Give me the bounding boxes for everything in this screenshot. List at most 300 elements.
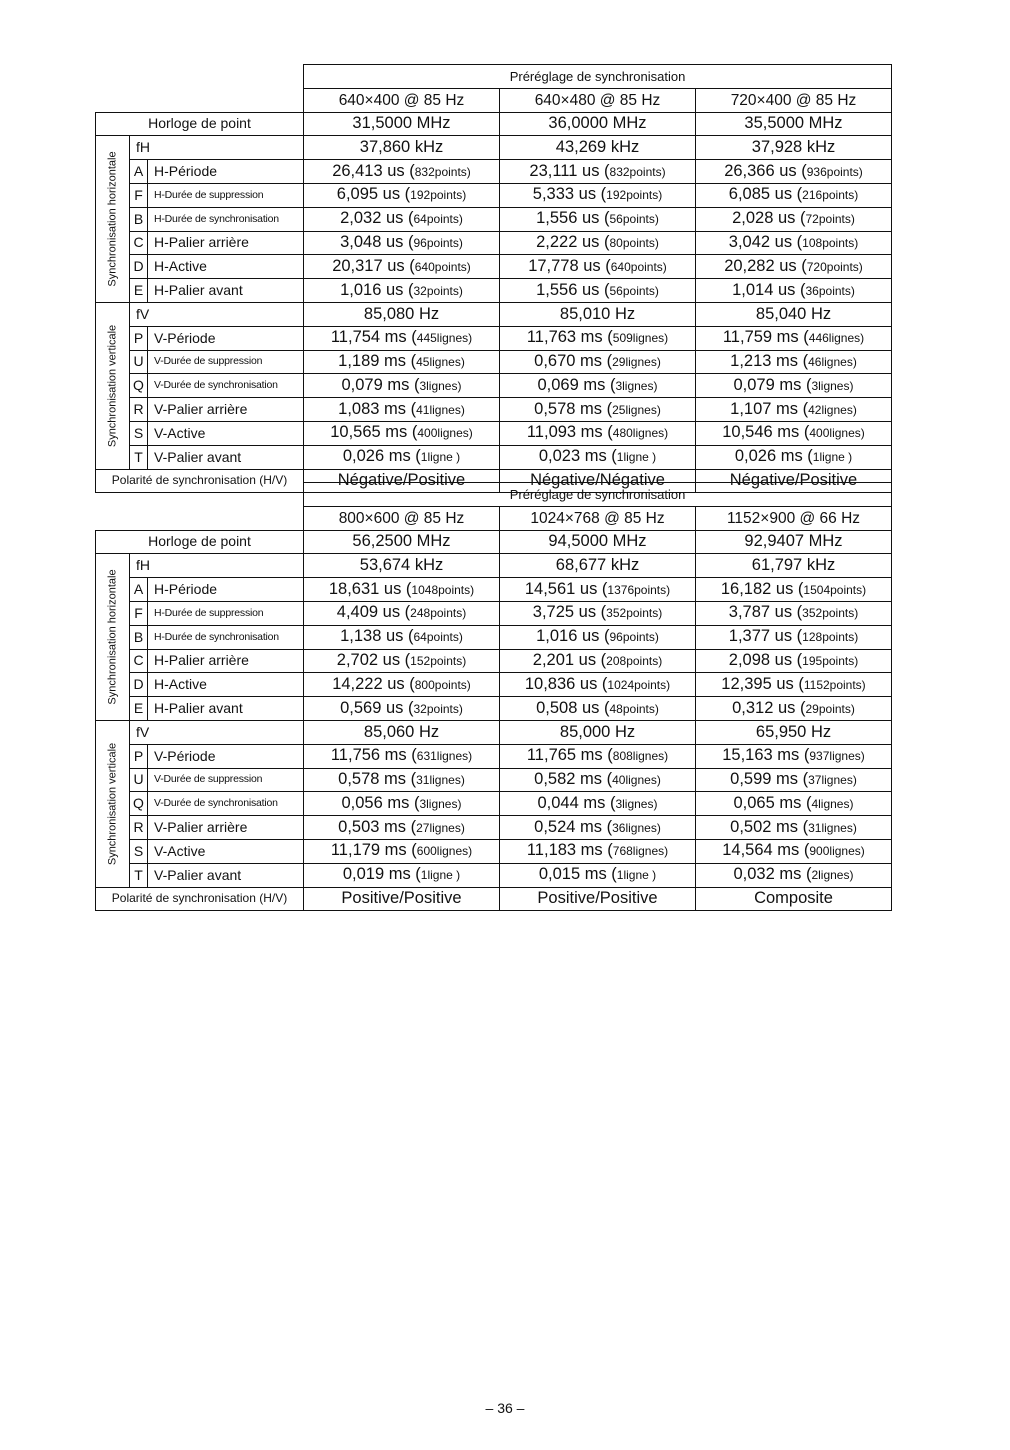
timing-count: 832points): [414, 164, 471, 179]
timing-duration: 11,756 ms (: [330, 746, 417, 765]
timing-value: [500, 839, 696, 863]
timing-duration: 15,163 ms (: [722, 746, 810, 765]
timing-count: 41lignes): [416, 402, 465, 417]
timing-value: [304, 160, 500, 184]
v-sync-group-row: [96, 816, 892, 840]
timing-value: [304, 398, 500, 422]
row-label: V-Active: [148, 839, 304, 863]
timing-value: [500, 231, 696, 255]
timing-count: 832points): [609, 164, 666, 179]
timing-count: 4lignes): [811, 796, 854, 811]
timing-duration: 16,182 us (: [720, 579, 804, 598]
timing-value: [696, 792, 892, 816]
freq-value: 85,010 Hz: [500, 302, 696, 326]
polarity-value: Positive/Positive: [500, 887, 696, 911]
timing-count: 480lignes): [612, 426, 669, 441]
h-sync-group-row: [96, 673, 892, 697]
timing-value: [696, 863, 892, 887]
row-label: H-Palier arrière: [148, 649, 304, 673]
timing-duration: 1,014 us (: [732, 280, 806, 299]
timing-count: 631lignes): [416, 749, 473, 764]
timing-value: [304, 183, 500, 207]
timing-count: 42lignes): [808, 402, 857, 417]
row-code: B: [130, 625, 148, 649]
timing-value: [500, 792, 696, 816]
timing-value: [500, 350, 696, 374]
freq-value: 43,269 kHz: [500, 136, 696, 160]
freq-value: 85,060 Hz: [304, 720, 500, 744]
timing-count: 46lignes): [808, 354, 857, 369]
timing-duration: 0,026 ms (: [734, 447, 813, 466]
timing-value: [304, 207, 500, 231]
timing-value: [304, 673, 500, 697]
timing-value: [696, 839, 892, 863]
timing-duration: 1,083 ms (: [338, 399, 417, 418]
timing-value: [304, 816, 500, 840]
timing-value: [500, 160, 696, 184]
timing-count: 1024points): [607, 677, 671, 692]
row-label: V-Durée de suppression: [148, 768, 304, 792]
timing-count: 208points): [606, 653, 663, 668]
dot-clock-row: [96, 530, 892, 554]
blank-cell: [96, 88, 304, 112]
freq-value: 85,080 Hz: [304, 302, 500, 326]
timing-duration: 11,183 ms (: [526, 841, 613, 860]
polarity-value: Positive/Positive: [304, 887, 500, 911]
timing-count: 800points): [414, 677, 471, 692]
row-code: S: [130, 839, 148, 863]
mode-heading: 640×480 @ 85 Hz: [500, 88, 696, 112]
timing-duration: 0,056 ms (: [341, 793, 420, 812]
dot-clock-label: Horloge de point: [96, 530, 304, 554]
timing-duration: 1,377 us (: [728, 627, 803, 646]
timing-value: [696, 445, 892, 469]
timing-count: 1376points): [607, 582, 671, 597]
timing-duration: 2,098 us (: [728, 650, 803, 669]
row-code: A: [130, 578, 148, 602]
blank-cell: [96, 506, 304, 530]
h-sync-group-row: [96, 231, 892, 255]
timing-value: [696, 183, 892, 207]
timing-value: [304, 326, 500, 350]
timing-duration: 2,222 us (: [536, 232, 610, 251]
timing-duration: 26,413 us (: [332, 161, 415, 180]
timing-count: 96points): [413, 235, 463, 250]
v-sync-group-freq-row: [96, 302, 892, 326]
timing-count: 1ligne ): [616, 450, 657, 465]
timing-duration: 3,042 us (: [728, 232, 803, 251]
timing-duration: 11,765 ms (: [526, 746, 613, 765]
v-sync-group-label: [96, 720, 130, 887]
h-sync-group-row: [96, 160, 892, 184]
blank-cell: [96, 65, 304, 89]
dot-clock-value: 35,5000 MHz: [696, 112, 892, 136]
h-sync-group-row: [96, 183, 892, 207]
timing-value: [696, 326, 892, 350]
timing-duration: 2,201 us (: [532, 650, 607, 669]
freq-value: 53,674 kHz: [304, 554, 500, 578]
timing-duration: 0,069 ms (: [537, 375, 616, 394]
timing-duration: 5,333 us (: [532, 185, 607, 204]
timing-count: 195points): [802, 653, 859, 668]
timing-count: 937lignes): [809, 749, 865, 764]
dot-clock-row: [96, 112, 892, 136]
timing-count: 56points): [609, 212, 659, 227]
row-code: S: [130, 421, 148, 445]
v-sync-group-row: [96, 839, 892, 863]
timing-duration: 14,561 us (: [524, 579, 608, 598]
timing-value: [696, 768, 892, 792]
timing-duration: 11,179 ms (: [330, 841, 417, 860]
timing-duration: 10,546 ms (: [722, 423, 810, 442]
timing-duration: 0,524 ms (: [534, 817, 613, 836]
row-code: B: [130, 207, 148, 231]
timing-duration: 10,565 ms (: [330, 423, 418, 442]
row-code: C: [130, 231, 148, 255]
timing-duration: 2,028 us (: [732, 209, 806, 228]
timing-value: [696, 601, 892, 625]
timing-count: 96points): [609, 630, 659, 645]
row-code: U: [130, 350, 148, 374]
timing-count: 37lignes): [808, 772, 857, 787]
timing-value: [696, 697, 892, 721]
timing-duration: 0,044 ms (: [537, 793, 616, 812]
timing-value: [500, 816, 696, 840]
timing-count: 400lignes): [417, 426, 473, 441]
timing-count: 192points): [410, 188, 467, 203]
timing-value: [304, 445, 500, 469]
polarity-label: Polarité de synchronisation (H/V): [96, 887, 304, 911]
h-sync-group-row: [96, 578, 892, 602]
timing-duration: 3,787 us (: [728, 603, 803, 622]
timing-duration: 1,556 us (: [536, 209, 610, 228]
v-sync-group-label-text: Synchronisation verticale: [106, 324, 118, 447]
timing-duration: 0,508 us (: [536, 698, 610, 717]
timing-duration: 0,015 ms (: [538, 865, 617, 884]
timing-duration: 6,085 us (: [728, 185, 803, 204]
timing-value: [696, 816, 892, 840]
polarity-label: Polarité de synchronisation (H/V): [96, 469, 304, 493]
h-sync-group-row: [96, 697, 892, 721]
timing-value: [696, 279, 892, 303]
timing-duration: 14,564 ms (: [722, 841, 810, 860]
timing-duration: 1,016 us (: [340, 280, 414, 299]
row-label: H-Palier arrière: [148, 231, 304, 255]
timing-count: 1504points): [803, 582, 867, 597]
timing-count: 27lignes): [416, 820, 465, 835]
h-sync-group-row: [96, 625, 892, 649]
row-code: R: [130, 816, 148, 840]
freq-value: 65,950 Hz: [696, 720, 892, 744]
timing-duration: 1,107 ms (: [730, 399, 809, 418]
timing-count: 36points): [805, 283, 855, 298]
timing-count: 1ligne ): [812, 450, 853, 465]
timing-value: [304, 350, 500, 374]
timing-duration: 12,395 us (: [721, 674, 804, 693]
h-sync-group-row: [96, 207, 892, 231]
v-sync-group-row: [96, 398, 892, 422]
timing-count: 768lignes): [612, 844, 669, 859]
row-label: H-Palier avant: [148, 279, 304, 303]
timing-value: [304, 625, 500, 649]
row-label: V-Durée de synchronisation: [148, 792, 304, 816]
row-code: F: [130, 183, 148, 207]
timing-value: [304, 649, 500, 673]
timing-value: [500, 421, 696, 445]
v-sync-group-label: [96, 302, 130, 469]
freq-value: 61,797 kHz: [696, 554, 892, 578]
timing-duration: 11,093 ms (: [526, 423, 613, 442]
timing-count: 29points): [805, 701, 855, 716]
row-label: H-Durée de synchronisation: [148, 207, 304, 231]
freq-value: 37,860 kHz: [304, 136, 500, 160]
timing-duration: 2,702 us (: [336, 650, 411, 669]
timing-value: [696, 673, 892, 697]
timing-count: 3lignes): [419, 378, 462, 393]
timing-count: 64points): [413, 212, 463, 227]
polarity-value: Négative/Négative: [500, 469, 696, 493]
timing-value: [304, 255, 500, 279]
row-code: C: [130, 649, 148, 673]
row-code: P: [130, 326, 148, 350]
freq-value: 85,000 Hz: [500, 720, 696, 744]
v-sync-group-row: [96, 350, 892, 374]
dot-clock-value: 36,0000 MHz: [500, 112, 696, 136]
timing-duration: 23,111 us (: [529, 161, 610, 180]
timing-count: 29lignes): [612, 354, 661, 369]
timing-value: [304, 744, 500, 768]
timing-duration: 0,065 ms (: [733, 793, 812, 812]
timing-count: 36lignes): [612, 820, 661, 835]
timing-duration: 6,095 us (: [336, 185, 411, 204]
preset-header-row: [96, 483, 892, 507]
timing-count: 446lignes): [808, 331, 865, 346]
row-label: V-Palier arrière: [148, 816, 304, 840]
row-code: E: [130, 279, 148, 303]
timing-count: 640points): [610, 259, 667, 274]
timing-value: [696, 207, 892, 231]
v-sync-group-row: [96, 792, 892, 816]
timing-value: [500, 279, 696, 303]
timing-count: 3lignes): [811, 378, 854, 393]
timing-value: [304, 421, 500, 445]
h-sync-group-row: [96, 601, 892, 625]
mode-row: [96, 88, 892, 112]
dot-clock-value: 94,5000 MHz: [500, 530, 696, 554]
timing-count: 248points): [410, 606, 467, 621]
timing-count: 352points): [606, 606, 663, 621]
timing-value: [304, 578, 500, 602]
timing-count: 31lignes): [808, 820, 857, 835]
timing-value: [500, 601, 696, 625]
freq-label: fH: [130, 136, 304, 160]
timing-count: 40lignes): [612, 772, 661, 787]
row-label: V-Palier avant: [148, 863, 304, 887]
timing-duration: 1,213 ms (: [730, 351, 809, 370]
page-number: – 36 –: [485, 1400, 525, 1416]
timing-value: [500, 255, 696, 279]
dot-clock-value: 56,2500 MHz: [304, 530, 500, 554]
timing-count: 1152points): [803, 677, 866, 692]
timing-count: 45lignes): [416, 354, 465, 369]
timing-value: [500, 207, 696, 231]
row-label: H-Durée de suppression: [148, 183, 304, 207]
timing-count: 72points): [805, 212, 855, 227]
v-sync-group-label-text: Synchronisation verticale: [106, 742, 118, 865]
polarity-row: [96, 887, 892, 911]
timing-duration: 0,032 ms (: [733, 865, 812, 884]
timing-duration: 2,032 us (: [340, 209, 414, 228]
v-sync-group-row: [96, 421, 892, 445]
timing-count: 32points): [413, 283, 463, 298]
row-label: H-Active: [148, 673, 304, 697]
timing-duration: 0,578 ms (: [534, 399, 613, 418]
freq-label: fH: [130, 554, 304, 578]
timing-count: 400lignes): [809, 426, 865, 441]
timing-count: 1048points): [411, 582, 475, 597]
timing-duration: 0,582 ms (: [534, 769, 613, 788]
timing-count: 128points): [802, 630, 859, 645]
timing-count: 56points): [609, 283, 659, 298]
mode-heading: 1152×900 @ 66 Hz: [696, 506, 892, 530]
row-code: A: [130, 160, 148, 184]
h-sync-group-row: [96, 279, 892, 303]
timing-duration: 3,725 us (: [532, 603, 607, 622]
row-code: Q: [130, 792, 148, 816]
timing-value: [696, 421, 892, 445]
row-code: E: [130, 697, 148, 721]
timing-value: [696, 398, 892, 422]
timing-count: 2lignes): [811, 868, 854, 883]
row-label: H-Durée de synchronisation: [148, 625, 304, 649]
timing-duration: 1,016 us (: [536, 627, 610, 646]
timing-value: [696, 160, 892, 184]
preset-header: Préréglage de synchronisation: [304, 483, 892, 507]
timing-value: [304, 231, 500, 255]
timing-value: [304, 601, 500, 625]
timing-duration: 17,778 us (: [528, 256, 611, 275]
timing-value: [696, 625, 892, 649]
timing-count: 3lignes): [615, 796, 658, 811]
v-sync-group-row: [96, 744, 892, 768]
timing-value: [500, 374, 696, 398]
preset-header-row: [96, 65, 892, 89]
timing-value: [696, 231, 892, 255]
h-sync-group-label-text: Synchronisation horizontale: [106, 569, 118, 705]
timing-value: [304, 279, 500, 303]
freq-label: fV: [130, 720, 304, 744]
timing-value: [500, 398, 696, 422]
timing-value: [500, 326, 696, 350]
timing-count: 1ligne ): [420, 450, 461, 465]
sync-preset-table: [95, 482, 892, 911]
timing-count: 31lignes): [416, 772, 465, 787]
row-code: D: [130, 255, 148, 279]
timing-duration: 0,670 ms (: [534, 351, 613, 370]
h-sync-group-freq-row: [96, 136, 892, 160]
timing-value: [500, 673, 696, 697]
timing-count: 25lignes): [612, 402, 661, 417]
timing-count: 720points): [806, 259, 863, 274]
timing-count: 1ligne ): [420, 868, 461, 883]
h-sync-group-label: [96, 136, 130, 303]
row-label: V-Palier arrière: [148, 398, 304, 422]
timing-duration: 18,631 us (: [328, 579, 412, 598]
mode-heading: 720×400 @ 85 Hz: [696, 88, 892, 112]
timing-value: [500, 183, 696, 207]
sync-preset-table: [95, 64, 892, 493]
timing-count: 216points): [802, 188, 859, 203]
row-code: U: [130, 768, 148, 792]
timing-count: 600lignes): [416, 844, 473, 859]
timing-value: [500, 625, 696, 649]
row-label: V-Durée de synchronisation: [148, 374, 304, 398]
timing-duration: 10,836 us (: [524, 674, 608, 693]
dot-clock-value: 31,5000 MHz: [304, 112, 500, 136]
timing-value: [696, 374, 892, 398]
timing-duration: 0,312 us (: [732, 698, 806, 717]
timing-value: [500, 768, 696, 792]
row-code: T: [130, 863, 148, 887]
timing-count: 32points): [413, 701, 463, 716]
h-sync-group-freq-row: [96, 554, 892, 578]
timing-duration: 0,023 ms (: [538, 447, 617, 466]
timing-value: [696, 578, 892, 602]
polarity-value: Négative/Positive: [304, 469, 500, 493]
timing-value: [696, 649, 892, 673]
timing-value: [304, 792, 500, 816]
timing-count: 900lignes): [809, 844, 865, 859]
timing-count: 64points): [413, 630, 463, 645]
timing-duration: 0,502 ms (: [730, 817, 809, 836]
freq-value: 68,677 kHz: [500, 554, 696, 578]
row-label: V-Active: [148, 421, 304, 445]
v-sync-group-row: [96, 374, 892, 398]
timing-value: [696, 744, 892, 768]
timing-count: 1ligne ): [616, 868, 657, 883]
timing-count: 640points): [414, 259, 471, 274]
timing-duration: 11,763 ms (: [526, 328, 613, 347]
h-sync-group-row: [96, 255, 892, 279]
timing-value: [696, 255, 892, 279]
dot-clock-value: 92,9407 MHz: [696, 530, 892, 554]
row-label: V-Durée de suppression: [148, 350, 304, 374]
timing-count: 80points): [609, 235, 659, 250]
row-label: H-Période: [148, 160, 304, 184]
row-label: H-Période: [148, 578, 304, 602]
row-code: F: [130, 601, 148, 625]
row-code: D: [130, 673, 148, 697]
timing-value: [500, 744, 696, 768]
timing-duration: 3,048 us (: [340, 232, 414, 251]
dot-clock-label: Horloge de point: [96, 112, 304, 136]
timing-count: 152points): [410, 653, 467, 668]
freq-value: 85,040 Hz: [696, 302, 892, 326]
timing-duration: 0,578 ms (: [338, 769, 417, 788]
timing-count: 3lignes): [419, 796, 462, 811]
timing-duration: 20,282 us (: [724, 256, 807, 275]
timing-value: [500, 649, 696, 673]
timing-duration: 1,138 us (: [340, 627, 414, 646]
timing-duration: 26,366 us (: [724, 161, 807, 180]
v-sync-group-row: [96, 768, 892, 792]
timing-duration: 1,189 ms (: [338, 351, 417, 370]
v-sync-group-row: [96, 863, 892, 887]
timing-duration: 4,409 us (: [336, 603, 411, 622]
h-sync-group-label-text: Synchronisation horizontale: [106, 151, 118, 287]
mode-heading: 640×400 @ 85 Hz: [304, 88, 500, 112]
timing-value: [304, 839, 500, 863]
